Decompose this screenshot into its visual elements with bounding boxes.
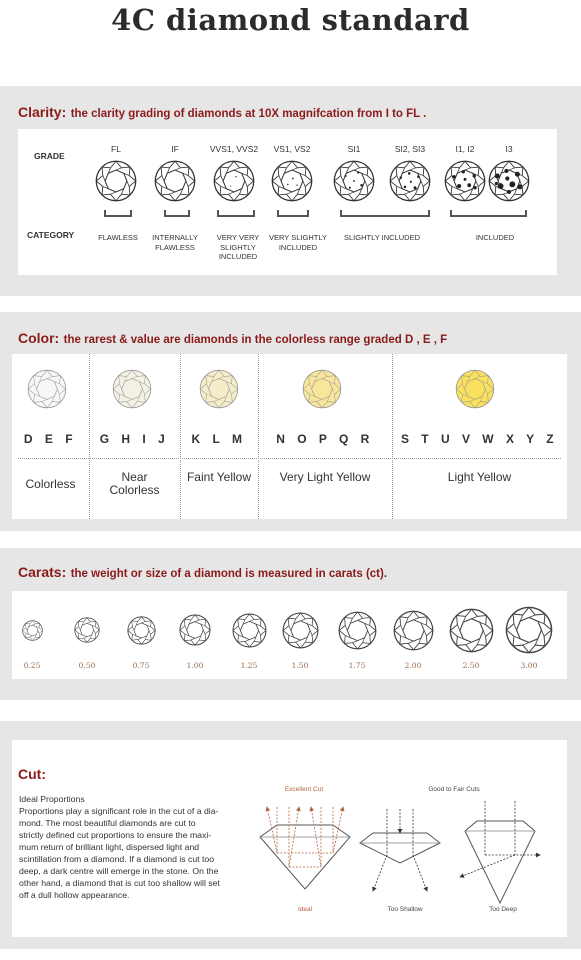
cut-body (19, 805, 254, 901)
carat-diamond-1 (22, 620, 43, 646)
carat-diamond-6 (282, 612, 319, 654)
color-letters-1: D E F (23, 432, 78, 446)
carat-diamond-9 (449, 608, 494, 658)
color-separator (18, 458, 561, 459)
clarity-category-6: INCLUDED (475, 233, 515, 242)
clarity-heading (18, 104, 426, 122)
cut-intro: Ideal Proportions (19, 794, 85, 804)
clarity-diamond-8 (488, 160, 530, 207)
clarity-grade-7: I1, I2 (455, 144, 475, 154)
cut-body-line-1: Proportions play a significant role in the cut of a dia- (19, 806, 219, 816)
color-category-1: Colorless (25, 477, 76, 491)
clarity-bracket-5 (340, 210, 430, 217)
page-title: 4C diamond standard (111, 3, 470, 37)
color-section (0, 312, 581, 531)
clarity-diamond-4 (271, 160, 313, 207)
clarity-bracket-2 (164, 210, 190, 217)
clarity-grade-5: SI1 (347, 144, 361, 154)
carat-label-4: 1.00 (186, 661, 204, 670)
carat-label-5: 1.25 (240, 661, 258, 670)
clarity-category-2: INTERNALLY FLAWLESS (152, 233, 198, 252)
carat-label-2: 0.50 (78, 661, 96, 670)
too-deep-diagram (460, 801, 540, 903)
carat-diamond-10 (505, 606, 553, 659)
cut-body-line-4: mum return of brilliant light, dispersed light and (19, 842, 200, 852)
color-letters-4: N O P Q R (276, 432, 374, 446)
carat-diamond-3 (127, 616, 156, 650)
clarity-diamond-2 (154, 160, 196, 207)
cut-body-line-6: deep, a dark centre will emerge in the stone. On the (19, 866, 219, 876)
carat-label-3: 0.75 (132, 661, 150, 670)
carat-diamond-5 (232, 613, 267, 653)
carat-label-8: 2.00 (404, 661, 422, 670)
color-diamond-5 (455, 369, 495, 414)
carats-heading-sub: the weight or size of a diamond is measured in carats (ct). (70, 568, 388, 580)
grade-label: GRADE (34, 151, 65, 161)
too-deep-caption: Too Deep (489, 906, 517, 913)
clarity-grade-3: VVS1, VVS2 (209, 144, 259, 154)
cut-body-line-5: scintillation from a diamond. If a diamond is cut too (19, 854, 215, 864)
clarity-bracket-1 (104, 210, 132, 217)
clarity-category-4: VERY SLIGHTLY INCLUDED (269, 233, 327, 252)
carats-section (0, 548, 581, 700)
too-shallow-diagram (360, 809, 440, 891)
carats-card (12, 591, 567, 679)
carat-diamond-2 (74, 617, 100, 648)
clarity-grade-8: I3 (505, 144, 513, 154)
ideal-caption: Ideal (297, 906, 313, 913)
clarity-grade-6: SI2, SI3 (394, 144, 426, 154)
carat-label-10: 3.00 (520, 661, 538, 670)
cut-diagrams (255, 795, 555, 910)
color-diamond-3 (199, 369, 239, 414)
color-heading-lead: Color: (18, 330, 60, 346)
cut-heading (18, 766, 46, 784)
cut-heading-lead: Cut: (18, 766, 46, 782)
color-category-5: Light Yellow (447, 470, 512, 484)
color-letters-2: G H I J (99, 432, 170, 446)
clarity-diamond-7 (444, 160, 486, 207)
cut-body-line-2: mond. The most beautiful diamonds are cut to (19, 818, 196, 828)
cut-body-line-7: other hand, a diamond that is cut too shallow will set (19, 878, 220, 888)
cut-body-line-3: strictly defined cut proportions to ensure the maxi- (19, 830, 212, 840)
clarity-bracket-6 (450, 210, 527, 217)
carat-diamond-8 (393, 610, 434, 656)
clarity-grade-2: IF (171, 144, 179, 154)
clarity-diamond-6 (389, 160, 431, 207)
clarity-bracket-4 (277, 210, 309, 217)
clarity-card (18, 129, 557, 275)
cut-body-line-8: off a dull hollow appearance. (19, 890, 130, 900)
fair-cut-label: Good to Fair Cuts (428, 786, 480, 793)
carats-heading-lead: Carats: (18, 564, 67, 580)
clarity-section (0, 86, 581, 296)
color-heading-sub: the rarest & value are diamonds in the colorless range graded D , E , F (63, 334, 448, 346)
clarity-diamond-1 (95, 160, 137, 207)
color-letters-5: S T U V W X Y Z (400, 432, 559, 446)
color-category-4: Very Light Yellow (279, 470, 371, 484)
clarity-diamond-5 (333, 160, 375, 207)
carat-label-7: 1.75 (348, 661, 366, 670)
color-heading (18, 330, 447, 348)
clarity-category-1: FLAWLESS (98, 233, 138, 242)
carat-label-1: 0.25 (23, 661, 41, 670)
too-shallow-caption: Too Shallow (387, 906, 423, 913)
color-diamond-1 (27, 369, 67, 414)
clarity-heading-lead: Clarity: (18, 104, 67, 120)
ideal-cut-diagram (260, 807, 350, 889)
excellent-cut-label: Excellent Cut (284, 786, 324, 793)
clarity-grade-1: FL (111, 144, 121, 154)
cut-description (19, 793, 254, 901)
color-diamond-2 (112, 369, 152, 414)
clarity-category-5: SLIGHTLY INCLUDED (344, 233, 420, 242)
color-card (12, 354, 567, 519)
clarity-grade-4: VS1, VS2 (273, 144, 311, 154)
clarity-bracket-3 (217, 210, 255, 217)
clarity-heading-sub: the clarity grading of diamonds at 10X magnifcation from I to FL . (70, 108, 427, 120)
carat-label-9: 2.50 (462, 661, 480, 670)
carats-heading (18, 564, 387, 582)
category-label: CATEGORY (27, 230, 75, 240)
carat-label-6: 1.50 (291, 661, 309, 670)
clarity-category-3: VERY VERY SLIGHTLY INCLUDED (216, 233, 260, 261)
color-letters-3: K L M (191, 432, 247, 446)
color-diamond-4 (302, 369, 342, 414)
carat-diamond-7 (338, 611, 377, 655)
color-category-2: Near Colorless (109, 470, 160, 497)
clarity-diamond-3 (213, 160, 255, 207)
color-category-3: Faint Yellow (186, 470, 252, 484)
carat-diamond-4 (179, 614, 211, 651)
